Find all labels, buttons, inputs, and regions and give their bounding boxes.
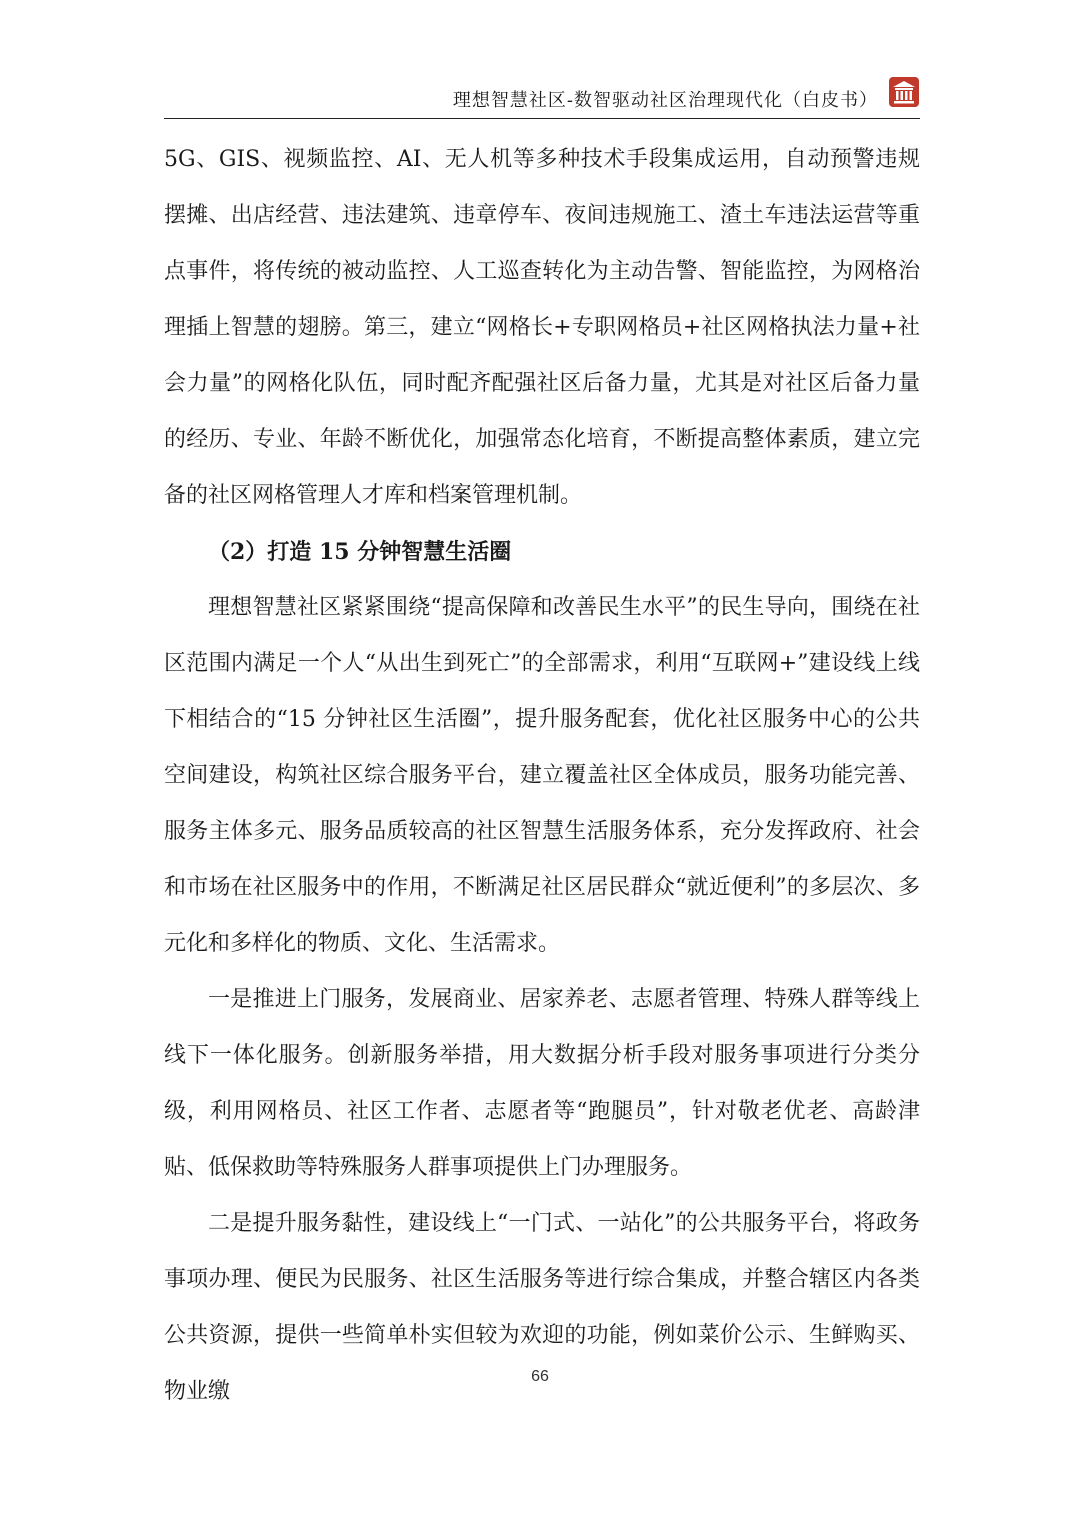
document-title: 理想智慧社区-数智驱动社区治理现代化（白皮书）: [452, 90, 878, 111]
body-paragraph: 一是推进上门服务，发展商业、居家养老、志愿者管理、特殊人群等线上线下一体化服务。创新服务举措，用大数据分析手段对服务事项进行分类分级，利用网格员、社区工作者、志愿者等“跑腿员”，针对敬老优老、高龄津贴、低保救助等特殊服务人群事项提供上门办理服务。: [164, 987, 920, 1180]
page-body: [164, 132, 920, 1420]
body-paragraph: 理想智慧社区紧紧围绕“提高保障和改善民生水平”的民生导向，围绕在社区范围内满足一个人“从出生到死亡”的全部需求，利用“互联网+”建设线上线下相结合的“15 分钟社区生活圈”，提升服务配套，优化社区服务中心的公共空间建设，构筑社区综合服务平台，建立覆盖社区全体成员，服务功能完善、服务主体多元、服务品质较高的社区智慧生活服务体系，充分发挥政府、社会和市场在社区服务中的作用，不断满足社区居民群众“就近便利”的多层次、多元化和多样化的物质、文化、生活需求。: [164, 595, 920, 956]
header-divider: [164, 118, 920, 119]
body-paragraph-continuation: 5G、GIS、视频监控、AI、无人机等多种技术手段集成运用，自动预警违规摆摊、出店经营、违法建筑、违章停车、夜间违规施工、渣土车违法运营等重点事件，将传统的被动监控、人工巡查转化为主动告警、智能监控，为网格治理插上智慧的翅膀。第三，建立“网格长+专职网格员+社区网格执法力量+社会力量”的网格化队伍，同时配齐配强社区后备力量，尤其是对社区后备力量的经历、专业、年龄不断优化，加强常态化培育，不断提高整体素质，建立完备的社区网格管理人才库和档案管理机制。: [164, 147, 920, 508]
page-header: [164, 72, 920, 116]
body-paragraph: 二是提升服务黏性，建设线上“一门式、一站化”的公共服务平台，将政务事项办理、便民为民服务、社区生活服务等进行综合集成，并整合辖区内各类公共资源，提供一些简单朴实但较为欢迎的功能，例如菜价公示、生鲜购买、物业缴: [164, 1211, 920, 1404]
section-heading: （2）打造 15 分钟智慧生活圈: [208, 539, 512, 565]
institution-building-logo-icon: [888, 76, 920, 108]
page-number: 66: [531, 1368, 549, 1385]
